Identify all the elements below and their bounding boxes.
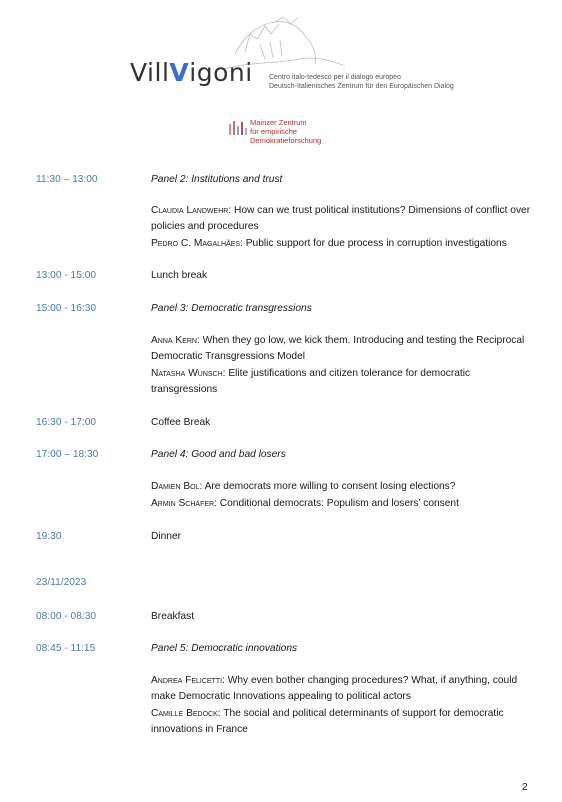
villa-vigoni-logo — [130, 58, 253, 87]
partner-bars-icon — [228, 116, 252, 136]
session-title: Panel 4: Good and bad losers — [151, 449, 286, 460]
session-time: 16:30 - 17:00 — [36, 417, 97, 428]
talk-title: : Why even bother changing procedures? What, if anything, could make Democratic Innovations appealing to political actors — [151, 675, 518, 702]
session-title: Coffee Break — [151, 417, 211, 428]
logo-subtitle-german: Deutsch-Italienisches Zentrum für den Europäischen Dialog — [269, 83, 454, 90]
talk-title: : How can we trust political institutions? Dimensions of conflict over policies and procedures — [151, 205, 531, 232]
talk-title: : When they go low, we kick them. Introducing and testing the Reciprocal Democratic Transgressions Model — [151, 335, 525, 362]
talk-title: : Elite justifications and citizen tolerance for democratic transgressions — [151, 368, 471, 395]
talk-title: : Conditional democrats: Populism and losers’ consent — [214, 498, 459, 509]
session-time: 15:00 - 16:30 — [36, 303, 97, 314]
session-title: Panel 5: Democratic innovations — [151, 643, 298, 654]
talk-title: : Are democrats more willing to consent losing elections? — [199, 481, 456, 492]
session-title: Lunch break — [151, 270, 208, 281]
talk-title: : Public support for due process in corruption investigations — [240, 238, 507, 249]
logo-name-pre: Vill — [130, 58, 170, 87]
talk-speaker: Anna Kern — [151, 335, 197, 346]
session-time: 19:30 — [36, 531, 62, 542]
talk-speaker: Camille Bedock — [151, 708, 218, 719]
talk-speaker: Armin Schäfer — [151, 498, 215, 509]
session-time: 08:45 - 11:15 — [36, 643, 96, 654]
session-time: 13:00 - 15:00 — [36, 270, 97, 281]
session-time: 08:00 - 08:30 — [36, 611, 97, 622]
talk-speaker: Andrea Felicetti — [151, 675, 223, 686]
session-title: Panel 3: Democratic transgressions — [151, 303, 312, 314]
session-time: 11:30 – 13:00 — [36, 174, 98, 185]
talk-speaker: Claudia Landwehr — [151, 205, 229, 216]
session-title: Panel 2: Institutions and trust — [151, 174, 283, 185]
session-title: Dinner — [151, 531, 182, 542]
logo-subtitle-italian: Centro italo-tedesco per il dialogo europeo — [269, 74, 401, 81]
talk-speaker: Natasha Wunsch — [151, 368, 223, 379]
session-title: Breakfast — [151, 611, 195, 622]
page-number: 2 — [522, 782, 528, 793]
talk-speaker: Damien Bol — [151, 481, 200, 492]
talk-speaker: Pedro C. Magalhães — [151, 238, 241, 249]
logo-name-post: igoni — [189, 58, 253, 87]
partner-name-line1: Mainzer Zentrum — [250, 118, 307, 127]
session-time: 17:00 – 18:30 — [36, 449, 99, 460]
document-header — [0, 0, 562, 150]
logo-name-v: V — [169, 58, 190, 87]
partner-name-line2: für empirische Demokratieforschung — [250, 127, 322, 145]
session-date: 23/11/2023 — [36, 577, 87, 588]
talk-title: : The social and political determinants of support for democratic innovations in France — [151, 708, 504, 735]
